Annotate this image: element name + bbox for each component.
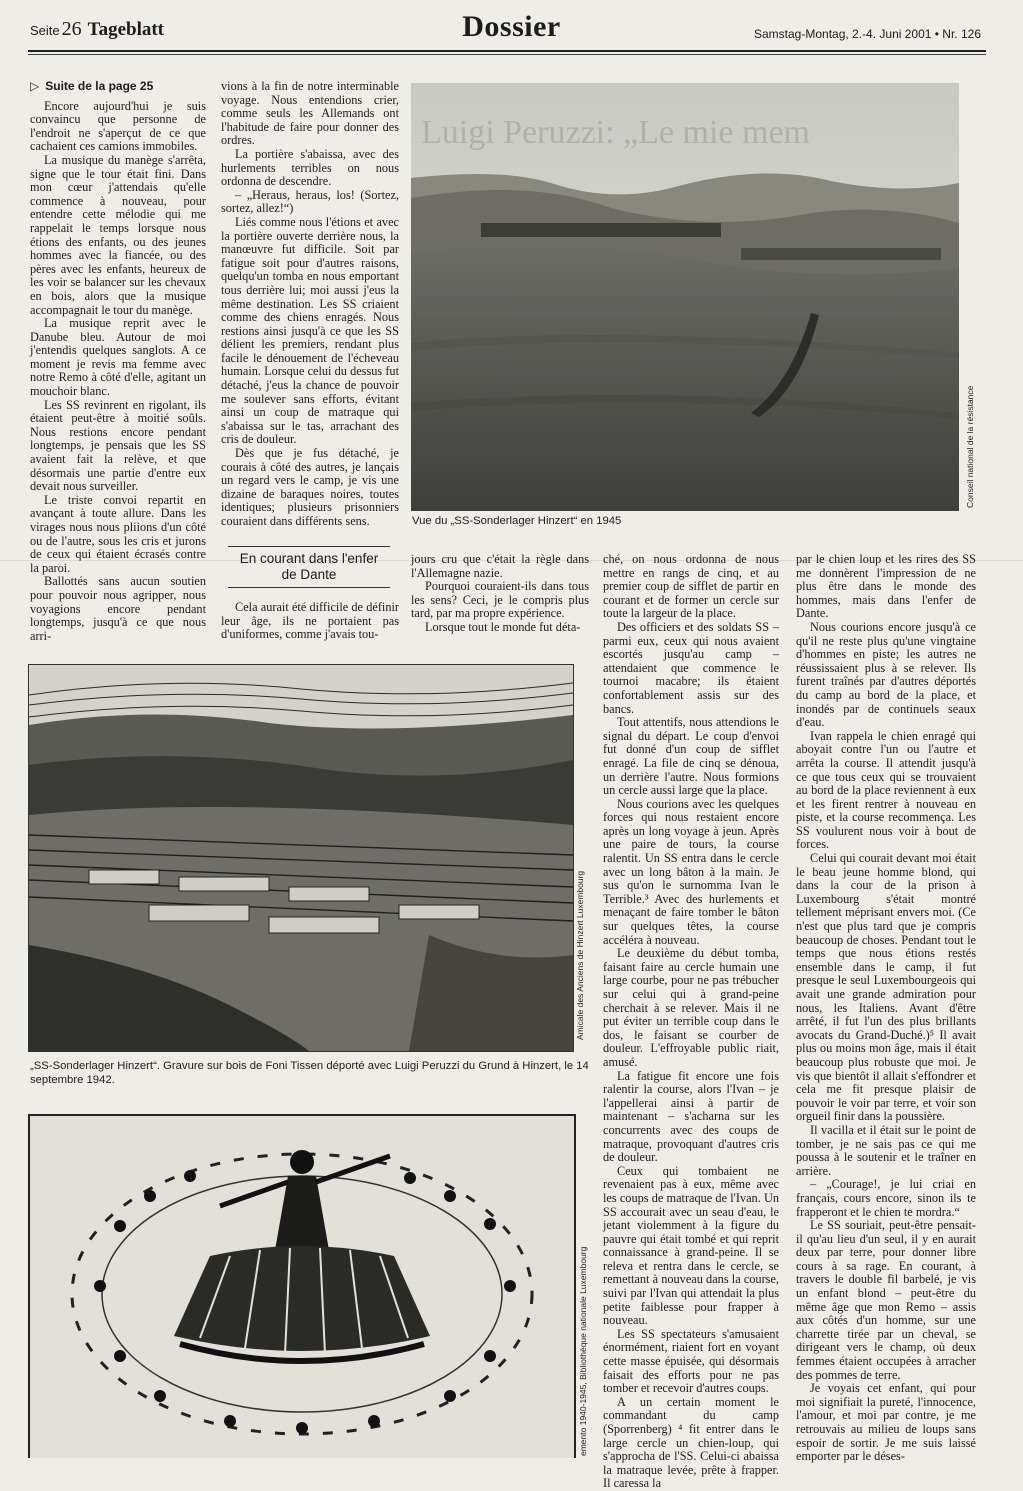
- paragraph: Les SS spectateurs s'amusaient énormément, riaient fort en voyant cette masse épuisée, qui désormais faisait des efforts pour ne pas tomber et recevoir d'autres coups.: [603, 1326, 779, 1396]
- paragraph: Ceux qui tombaient ne revenaient pas à eux, même avec les coups de matraque de l'Ivan. Un SS accourait avec un seau d'eau, le jetant violemment à la figure du pauvre qui était tombé et qui reprit connaissance à grand-peine. Il se releva et rentra dans le cercle, se remettant à nouveau dans la course, suivi par l'Ivan qui attendait la plus petite faiblesse pour frapper à nouveau.: [603, 1163, 779, 1328]
- paragraph: Celui qui courait devant moi était le beau jeune homme blond, qui dans la cour de la prison à Luxembourg s'était montré tellement méprisant envers moi. (Ce n'est que plus tard que je compris beaucoup de choses. Pendant tout le temps que nous étions restés ensemble dans le camp, il fut presque le seul Luxembourgeois qui avait une grande admiration pour nous, les Italiens. Avant d'être arrêté, il fut l'un des plus brillants avocats du Grand-Duché.)⁵ Il avait plus ou moins mon âge, mais il était beaucoup plus robuste que moi. Je vis que bientôt il allait s'effondrer et cela me fit presque plaisir de pouvoir le voir par terre, et voir son orgueil finir dans la poussière.: [796, 851, 976, 1124]
- subheading-line-2: de Dante: [281, 567, 337, 582]
- paragraph: La fatigue fit encore une fois ralentir la course, alors l'Ivan – je l'appellerai ainsi à partir de maintenant – s'acharna sur les concurrents avec des coups de matraque, provoquant d'autres cris de douleur.: [603, 1068, 779, 1165]
- paragraph: La portière s'abaissa, avec des hurlements terribles on nous ordonna de descendre.: [221, 146, 399, 189]
- photo1-caption: Vue du „SS-Sonderlager Hinzert“ en 1945: [412, 515, 622, 527]
- subheading: [228, 546, 390, 588]
- paragraph: – „Courage!, je lui criai en français, cours encore, sinon ils te frapperont et le chien te mordra.“: [796, 1177, 976, 1219]
- woodcut-landscape-graphic: [29, 665, 573, 1051]
- paragraph: Tout attentifs, nous attendions le signal du départ. Le coup d'envoi fut donné d'un coup de sifflet enragé. La file de cinq se dénoua, un derrière l'autre. Nous formions un cercle aussi large que la place.: [603, 715, 779, 798]
- paragraph: ché, on nous ordonna de nous mettre en rangs de cinq, et au premier coup de sifflet de partir en courant et de former un cercle sur toute la largeur de la place.: [603, 552, 779, 621]
- paragraph: La musique reprit avec le Danube bleu. Autour de moi j'entendis quelques sanglots. A ce moment je revis ma femme avec notre Remo à côté d'elle, agitant un mouchoir blanc.: [30, 316, 206, 399]
- article-column-4: [603, 552, 779, 1491]
- landscape-photo-graphic: [411, 83, 959, 511]
- circus-rider-illustration: [28, 1114, 576, 1458]
- paragraph: A un certain moment le commandant du camp (Sporrenberg) ⁴ fit entrer dans le large cercle un chien-loup, qui s'approcha de l'SS. Celui-ci abaissa la matraque levée, prête à frapper. Il caressa la: [603, 1394, 779, 1491]
- paragraph: Ballottés sans aucun soutien pour pouvoir nous agripper, nous voyagions encore pendant longtemps, jusqu'à ce que nous arri-: [30, 574, 206, 643]
- masthead-rule-thin: [28, 54, 986, 55]
- woodcut-credit: Amicale des Anciens de Hinzert Luxembourg: [575, 870, 585, 1040]
- paragraph: Nous courions avec les quelques forces qui nous restaient encore après un long voyage à jeun. Après une paire de tours, la course ralentit. Un SS entra dans le cercle avec un long bâton à la main. Je sus qu'on le surnomma Ivan le Terrible.³ Avec des hurlements et menaçant de faire tomber le bâton sur quelques têtes, la course accéléra à nouveau.: [603, 796, 779, 947]
- paragraph: Ivan rappela le chien enragé qui aboyait contre l'un ou l'autre et arrêta la course. Il attendit jusqu'à ce que tous ceux qui se trouvaient au bord de la place reviennent à eux et les firent rentrer à nouveau en piste, et la course recommença. Les SS voulurent nous voir à bout de forces.: [796, 728, 976, 852]
- bottom-illustration-credit: emento 1940-1945, Bibliothèque nationale Luxembourg: [578, 1246, 588, 1456]
- paragraph: Les SS revinrent en rigolant, ils étaient peut-être à moitié soûls. Nous restions encore pendant longtemps, je pensais que les SS avaient fait la relève, et que désormais une partie d'entre eux devait nous surveiller.: [30, 397, 206, 494]
- kicker-text: Suite de la page 25: [45, 79, 154, 93]
- article-column-5: [796, 552, 976, 1464]
- newspaper-name: Tageblatt: [87, 19, 165, 40]
- article-column-3: [411, 553, 589, 647]
- paragraph: Dès que je fus détaché, je courais à côté des autres, je lançais un regard vers le camp, je vis une dizaine de baraques noires, toutes identiques; plusieurs prisonniers couraient dans différents sens.: [221, 446, 399, 528]
- paragraph: Il vacilla et il était sur le point de tomber, je ne sais pas ce qui me poussa à le soutenir et le traîner en arrière.: [796, 1122, 976, 1178]
- subheading-line-1: En courant dans l'enfer: [239, 551, 379, 566]
- bleed-through-text: Luigi Peruzzi: „Le mie mem: [421, 114, 810, 151]
- paragraph: vions à la fin de notre interminable voyage. Nous entendions crier, comme seuls les Allemands ont l'habitude de faire pour donner des ordres.: [221, 79, 399, 148]
- paragraph: par le chien loup et les rires des SS me donnèrent l'impression de ne plus être dans le monde des hommes, mais dans l'enfer de Dante.: [796, 552, 976, 621]
- woodcut-caption: „SS-Sonderlager Hinzert“. Gravure sur bois de Foni Tissen déporté avec Luigi Peruzzi du Grund à Hinzert, le 14 septembre 1942.: [30, 1060, 589, 1086]
- triangle-arrow-icon: ▷: [30, 79, 40, 93]
- paragraph: La musique du manège s'arrêta, signe que le tour était fini. Dans mon cœur j'attendais qu'elle commence à nouveau, pour entendre cette mélodie qui me rappelait le temps lorsque nous étions des enfants, ou des jeunes hommes avec la fiancée, ou des pères avec les enfants, heureux de les voir se balancer sur les chevaux en bois, alors que la musique accompagnait le tour du manège.: [30, 152, 206, 317]
- masthead-rule: [28, 50, 986, 52]
- paper-fold-line: [0, 560, 1023, 561]
- issue-info: Samstag-Montag, 2.-4. Juni 2001 • Nr. 126: [754, 27, 981, 41]
- paragraph: Le triste convoi repartit en avançant à toute allure. Dans les virages nous nous pliions d'un côté ou de l'autre, sous les cris et jurons de ceux qui étaient écrasés contre la paroi.: [30, 492, 206, 575]
- paragraph: Le deuxième du début tomba, faisant faire au cercle humain une large courbe, pour ne pas trébucher sur celui qui à grand-peine cherchait à se relever. Mais il ne put éviter un terrible coup dans le dos, le faisant se courber de douleur. L'effroyable public riait, amusé.: [603, 946, 779, 1069]
- paragraph: Je voyais cet enfant, qui pour moi signifiait la pureté, l'innocence, l'amour, et moi par contre, je me retrouvais au milieu de loups sans espoir de sortir. Je me suis laissé emporter par le déses-: [796, 1381, 976, 1464]
- paragraph: Lorsque tout le monde fut déta-: [425, 619, 581, 634]
- paragraph: Cela aurait été difficile de définir leur âge, ils ne portaient pas d'uniformes, comme j'avais tou-: [221, 600, 399, 642]
- paragraph: jours cru que c'était la règle dans l'Allemagne nazie.: [411, 552, 589, 580]
- paragraph: Nous courions encore jusqu'à ce qu'il ne reste plus qu'une vingtaine d'hommes en piste; les autres ne réussissaient plus à se relever. Ils furent traînés par d'autres déportés du camp au bord de la place, et inondés par de continuels seaux d'eau.: [796, 619, 976, 730]
- article-column-1: [30, 80, 206, 646]
- paragraph: Des officiers et des soldats SS – parmi eux, ceux qui nous avaient escortés jusqu'au camp – attendaient que commence le tournoi macabre; ils étaient confortablement assis sur des bancs.: [603, 619, 779, 716]
- paragraph: Encore aujourd'hui je suis convaincu que personne de l'endroit ne s'aperçut de ce que cachaient ces camions immobiles.: [30, 98, 206, 154]
- continued-from-kicker: [30, 80, 206, 94]
- page-number: 26: [61, 18, 82, 40]
- woodcut-illustration: [28, 664, 574, 1052]
- section-title: Dossier: [462, 10, 561, 43]
- article-column-2: [221, 80, 399, 540]
- page-label: Seite: [30, 23, 60, 38]
- paragraph: – „Heraus, heraus, los! (Sortez, sortez, allez!“): [221, 187, 399, 216]
- paragraph: Pourquoi couraient-ils dans tous les sens? Ceci, je le compris plus tard, par ma propre expérience.: [411, 579, 589, 621]
- article-column-2b: [221, 601, 399, 645]
- photo1-credit: Conseil national de la résistance: [965, 385, 975, 508]
- paragraph: Liés comme nous l'étions et avec la portière ouverte derrière nous, la manœuvre fut difficile. Soit par fatigue soit pour d'autres raisons, quelqu'un tomba en nous emportant tous derrière lui; moi aussi j'eus la même destination. Les SS criaient comme des chiens enragés. Nous restions ainsi jusqu'à ce que les SS délient les premiers, rendant plus facile le dénouement de l'écheveau humain. Lorsque celui du dessus fut détaché, j'eus la chance de pouvoir me soulever sans efforts, évitant ainsi un coup de matraque qui s'abaissa sur le tas, arrachant des cris de douleur.: [221, 214, 399, 447]
- paragraph: Le SS souriait, peut-être pensait-il qu'au lieu d'un seul, il y en aurait deux par terre, pour donner libre cours à sa rage. En courant, à travers le double fil barbelé, je vis un enfant blond – peut-être du même âge que mon Remo – assis aux côtés d'un homme, sur une charrette tirée par un cheval, se dirigeant vers le champ, où deux femmes étaient occupées à arracher des pommes de terre.: [796, 1218, 976, 1382]
- circus-rider-graphic: [30, 1116, 574, 1458]
- camp-photo-1945: [411, 83, 959, 511]
